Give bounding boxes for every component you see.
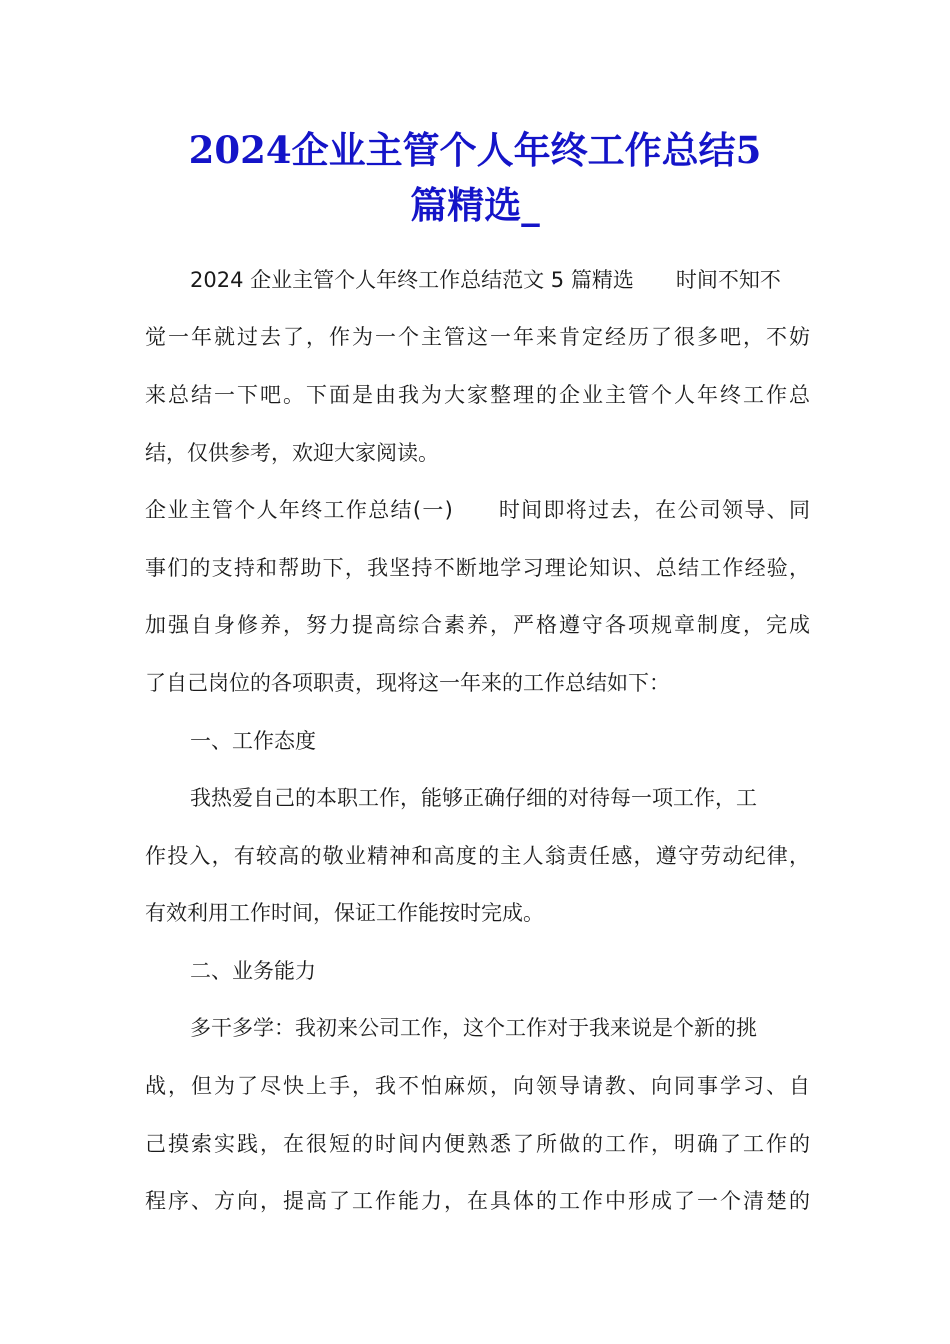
document-title-line-2: 篇精选_ (410, 183, 540, 227)
paragraph-line: 事们的支持和帮助下，我坚持不断地学习理论知识、总结工作经验， (145, 556, 810, 580)
paragraph-line: 多干多学：我初来公司工作，这个工作对于我来说是个新的挑 (190, 1016, 757, 1040)
paragraph-line: 程序、方向，提高了工作能力，在具体的工作中形成了一个清楚的 (145, 1189, 810, 1213)
section-heading: 一、工作态度 (190, 729, 316, 753)
paragraph-line: 有效利用工作时间，保证工作能按时完成。 (145, 901, 544, 925)
paragraph-line: 我热爱自己的本职工作，能够正确仔细的对待每一项工作，工 (190, 786, 757, 810)
paragraph-line: 加强自身修养，努力提高综合素养，严格遵守各项规章制度，完成 (145, 613, 810, 637)
document-title-line-1: 2024企业主管个人年终工作总结5 (188, 128, 762, 172)
paragraph-line: 2024 企业主管个人年终工作总结范文 5 篇精选 时间不知不 (190, 268, 781, 292)
paragraph-line: 来总结一下吧。下面是由我为大家整理的企业主管个人年终工作总 (145, 383, 810, 407)
paragraph-line: 结，仅供参考，欢迎大家阅读。 (145, 441, 439, 465)
section-heading: 二、业务能力 (190, 959, 316, 983)
paragraph-line: 了自己岗位的各项职责，现将这一年来的工作总结如下： (145, 671, 670, 695)
paragraph-line: 企业主管个人年终工作总结(一) 时间即将过去，在公司领导、同 (145, 498, 810, 522)
paragraph-line: 战，但为了尽快上手，我不怕麻烦，向领导请教、向同事学习、自 (145, 1074, 810, 1098)
paragraph-line: 己摸索实践，在很短的时间内便熟悉了所做的工作，明确了工作的 (145, 1132, 810, 1156)
paragraph-line: 作投入，有较高的敬业精神和高度的主人翁责任感，遵守劳动纪律， (145, 844, 810, 868)
paragraph-line: 觉一年就过去了，作为一个主管这一年来肯定经历了很多吧，不妨 (145, 325, 810, 349)
